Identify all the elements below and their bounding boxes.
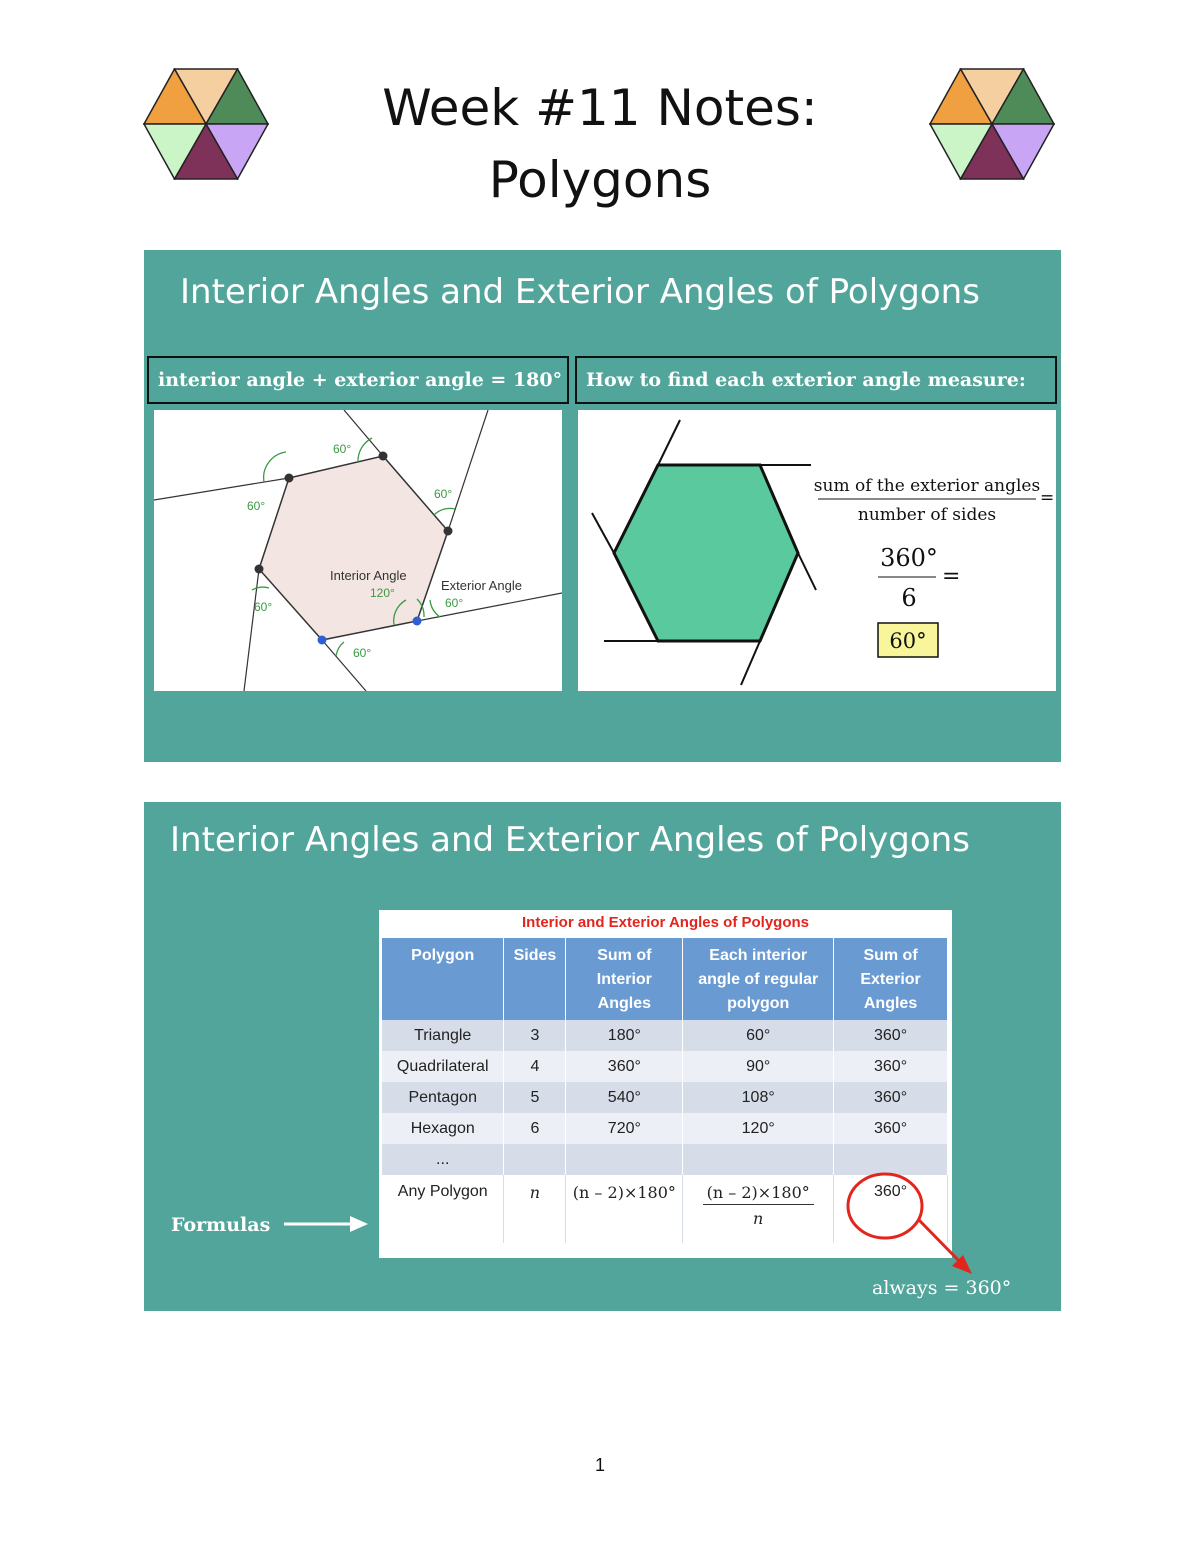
title-line-1: Week #11 Notes: bbox=[382, 79, 818, 137]
cell-polygon: ... bbox=[382, 1144, 504, 1175]
cell-sum-exterior: 360° bbox=[834, 1082, 948, 1113]
cell-sides: n bbox=[504, 1175, 566, 1243]
cell-polygon: Pentagon bbox=[382, 1082, 504, 1113]
angle-label-lower-left: 60° bbox=[254, 600, 273, 614]
page-title bbox=[300, 72, 900, 216]
slide-2-title: Interior Angles and Exterior Angles of Polygons bbox=[170, 820, 970, 860]
exterior-value-label: 60° bbox=[445, 596, 464, 610]
formula-numerator: sum of the exterior angles bbox=[813, 476, 1041, 496]
cell-each-interior: 90° bbox=[683, 1051, 834, 1082]
cell-sum-interior: 720° bbox=[566, 1113, 683, 1144]
cell-sides: 6 bbox=[504, 1113, 566, 1144]
exterior-angle-label: Exterior Angle bbox=[441, 578, 522, 593]
slide-1-title: Interior Angles and Exterior Angles of Polygons bbox=[180, 272, 980, 312]
cell-sum-exterior: 360° bbox=[834, 1051, 948, 1082]
slide-1 bbox=[144, 250, 1061, 762]
annotation-circle-arrow bbox=[144, 802, 1061, 1311]
fraction-numerator: (n – 2)×180° bbox=[703, 1183, 814, 1205]
interior-angle-label: Interior Angle bbox=[330, 568, 407, 583]
title-line-2: Polygons bbox=[488, 151, 712, 209]
angle-label-top: 60° bbox=[333, 442, 352, 456]
formulas-label: Formulas bbox=[171, 1214, 271, 1236]
header-sum-exterior: Sum of Exterior Angles bbox=[834, 938, 948, 1020]
cell-sum-interior: (n – 2)×180° bbox=[566, 1175, 683, 1243]
hexagon-logo-left bbox=[143, 68, 269, 180]
header-sides: Sides bbox=[504, 938, 566, 1020]
formula-result: 60° bbox=[889, 629, 927, 653]
cell-polygon: Triangle bbox=[382, 1020, 504, 1051]
cell-each-interior: 60° bbox=[683, 1020, 834, 1051]
exterior-angle-formula-panel bbox=[578, 410, 1056, 691]
interior-exterior-sum-label: interior angle + exterior angle = 180° bbox=[147, 356, 569, 404]
exterior-angle-howto-label: How to find each exterior angle measure: bbox=[575, 356, 1057, 404]
cell-sum-interior: 180° bbox=[566, 1020, 683, 1051]
cell-polygon: Hexagon bbox=[382, 1113, 504, 1144]
cell-sum-interior: 540° bbox=[566, 1082, 683, 1113]
cell-sum-exterior: 360° bbox=[834, 1020, 948, 1051]
formula-360: 360° bbox=[880, 544, 938, 572]
angle-label-bottom: 60° bbox=[353, 646, 372, 660]
header-sum-interior: Sum of Interior Angles bbox=[566, 938, 683, 1020]
cell-polygon: Any Polygon bbox=[382, 1175, 504, 1243]
fraction-denominator: n bbox=[753, 1209, 764, 1228]
formula-6: 6 bbox=[901, 584, 917, 612]
angle-label-upper-left: 60° bbox=[247, 499, 266, 513]
page-number: 1 bbox=[594, 1455, 605, 1475]
header-polygon: Polygon bbox=[382, 938, 504, 1020]
cell-each-interior: 108° bbox=[683, 1082, 834, 1113]
formula-equals-2: = bbox=[942, 564, 961, 589]
slide-2 bbox=[144, 802, 1061, 1311]
cell-each-interior: 120° bbox=[683, 1113, 834, 1144]
cell-sum-exterior: 360° bbox=[834, 1175, 948, 1243]
angle-label-upper-right: 60° bbox=[434, 487, 453, 501]
interior-value-label: 120° bbox=[370, 586, 395, 600]
cell-sides: 5 bbox=[504, 1082, 566, 1113]
always-360-label: always = 360° bbox=[872, 1277, 1012, 1299]
cell-sum-exterior: 360° bbox=[834, 1113, 948, 1144]
formula-denominator: number of sides bbox=[857, 505, 997, 525]
cell-sum-interior: 360° bbox=[566, 1051, 683, 1082]
hexagon-angle-diagram bbox=[154, 410, 562, 691]
cell-polygon: Quadrilateral bbox=[382, 1051, 504, 1082]
formula-equals-1: = bbox=[1040, 488, 1055, 508]
header-each-interior: Each interior angle of regular polygon bbox=[683, 938, 834, 1020]
cell-sides: 4 bbox=[504, 1051, 566, 1082]
cell-sides: 3 bbox=[504, 1020, 566, 1051]
hexagon-logo-right bbox=[929, 68, 1055, 180]
table-title: Interior and Exterior Angles of Polygons bbox=[522, 914, 809, 931]
